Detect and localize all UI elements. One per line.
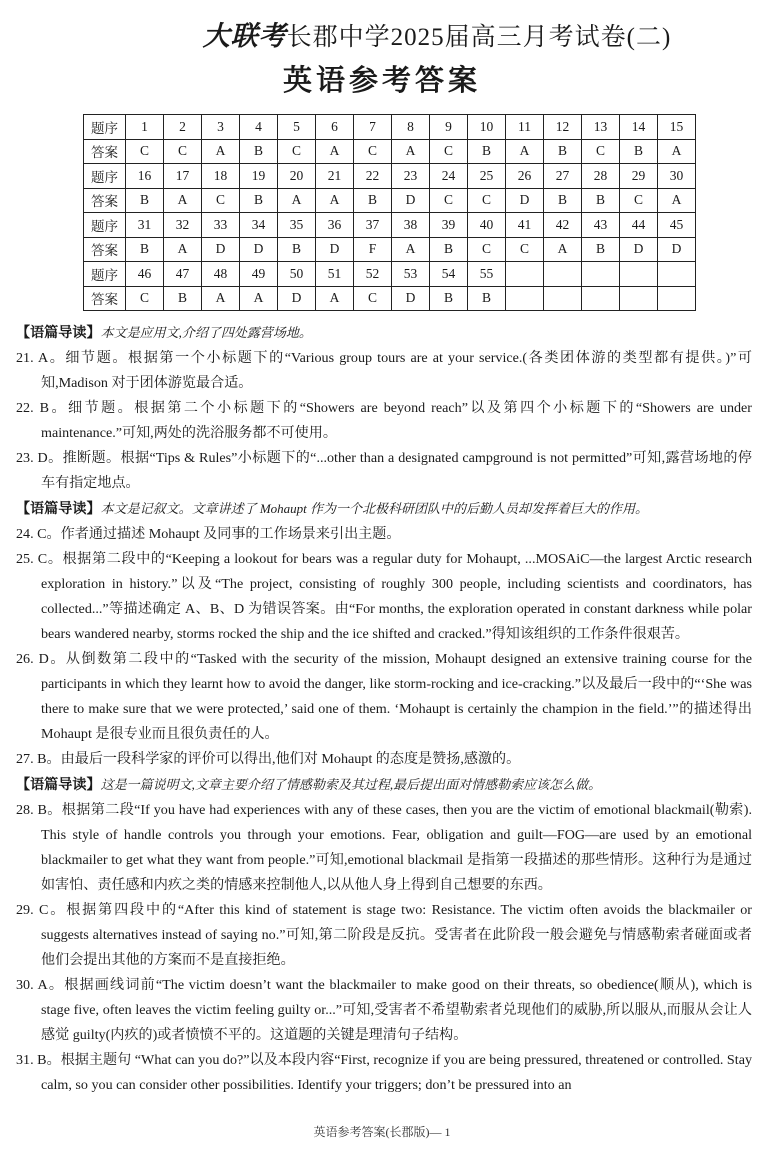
answer-cell: A bbox=[392, 139, 430, 164]
answer-explanation: 31. B。根据主题句 “What can you do?”以及本段内容“First, recognize if you are being pressured, threatened or controlled. Stay calm, so you can consider other possibilities. Identify your triggers; don’t be pressured into an bbox=[16, 1052, 752, 1093]
question-number-cell: 6 bbox=[316, 115, 354, 140]
question-number-cell: 54 bbox=[430, 262, 468, 287]
question-number-cell: 18 bbox=[202, 164, 240, 189]
answer-cell: C bbox=[126, 139, 164, 164]
question-number-cell: 44 bbox=[620, 213, 658, 238]
page-footer: 英语参考答案(长郡版)— 1 bbox=[313, 1125, 451, 1139]
question-number-cell: 1 bbox=[126, 115, 164, 140]
answer-row bbox=[84, 286, 696, 311]
question-number-cell: 36 bbox=[316, 213, 354, 238]
answer-cell: B bbox=[544, 188, 582, 213]
answer-cell: C bbox=[582, 139, 620, 164]
answer-cell: D bbox=[202, 237, 240, 262]
question-number-cell: 35 bbox=[278, 213, 316, 238]
question-number-cell: 12 bbox=[544, 115, 582, 140]
answer-cell: C bbox=[620, 188, 658, 213]
question-number-cell: 2 bbox=[164, 115, 202, 140]
question-number-cell: 23 bbox=[392, 164, 430, 189]
question-label-cell: 题序 bbox=[84, 262, 126, 287]
answer-cell: A bbox=[202, 286, 240, 311]
question-label-cell: 题序 bbox=[84, 213, 126, 238]
answer-cell: B bbox=[468, 286, 506, 311]
question-number-cell: 42 bbox=[544, 213, 582, 238]
answer-cell: C bbox=[126, 286, 164, 311]
question-number-row bbox=[84, 115, 696, 140]
answer-cell: D bbox=[392, 188, 430, 213]
question-number-cell: 48 bbox=[202, 262, 240, 287]
answer-label-cell: 答案 bbox=[84, 286, 126, 311]
question-number-cell: 10 bbox=[468, 115, 506, 140]
answer-cell: C bbox=[430, 139, 468, 164]
question-number-cell: 33 bbox=[202, 213, 240, 238]
answer-explanation: 22. B。细节题。根据第二个小标题下的“Showers are beyond reach”以及第四个小标题下的“Showers are under maintenance.”可知,两处的洗浴服务都不可使用。 bbox=[16, 400, 752, 441]
answer-cell: B bbox=[240, 188, 278, 213]
guide-text: 本文是记叙文。文章讲述了 Mohaupt 作为一个北极科研团队中的后勤人员却发挥着巨大的作用。 bbox=[100, 501, 649, 516]
answer-cell bbox=[506, 286, 544, 311]
answer-cell: C bbox=[354, 286, 392, 311]
question-number-cell: 14 bbox=[620, 115, 658, 140]
answer-cell: A bbox=[164, 237, 202, 262]
answer-cell: A bbox=[240, 286, 278, 311]
question-number-cell: 30 bbox=[658, 164, 696, 189]
question-number-cell: 43 bbox=[582, 213, 620, 238]
answer-cell: C bbox=[468, 237, 506, 262]
answer-cell: B bbox=[126, 188, 164, 213]
brand-logo-text: 大联考 bbox=[202, 21, 287, 51]
question-number-cell: 3 bbox=[202, 115, 240, 140]
page-title bbox=[0, 14, 764, 53]
answer-explanation: 25. C。根据第二段中的“Keeping a lookout for bears was a regular duty for Mohaupt, ...MOSAiC—the largest Arctic research exploration in history.”以及“The project, consisting of roughly 300 people, including scientists and coordinators, has collected...”等描述确定 A、B、D 为错误答案。由“For months, the exploration operated in constant darkness while polar bears wandered nearby, storms rocked the ship and the ice shifted and cracked.”得知该组织的工作条件很艰苦。 bbox=[16, 551, 752, 642]
answer-cell: C bbox=[278, 139, 316, 164]
question-number-cell: 20 bbox=[278, 164, 316, 189]
answer-cell: A bbox=[392, 237, 430, 262]
question-number-row bbox=[84, 213, 696, 238]
question-number-cell: 51 bbox=[316, 262, 354, 287]
question-number-cell: 32 bbox=[164, 213, 202, 238]
question-number-cell: 15 bbox=[658, 115, 696, 140]
answer-cell: B bbox=[126, 237, 164, 262]
question-number-cell: 45 bbox=[658, 213, 696, 238]
answer-cell: A bbox=[316, 188, 354, 213]
question-number-cell: 55 bbox=[468, 262, 506, 287]
passage-guide bbox=[16, 320, 752, 346]
answer-cell: F bbox=[354, 237, 392, 262]
answer-cell: A bbox=[658, 139, 696, 164]
question-number-cell: 29 bbox=[620, 164, 658, 189]
answer-cell bbox=[544, 286, 582, 311]
explanations-body bbox=[16, 320, 752, 1098]
question-number-row bbox=[84, 262, 696, 287]
question-number-cell bbox=[658, 262, 696, 287]
document-subtitle: 英语参考答案 bbox=[282, 63, 481, 97]
question-label-cell: 题序 bbox=[84, 115, 126, 140]
answer-cell: B bbox=[354, 188, 392, 213]
question-number-cell: 16 bbox=[126, 164, 164, 189]
question-number-cell: 11 bbox=[506, 115, 544, 140]
answer-cell: B bbox=[240, 139, 278, 164]
question-number-cell: 8 bbox=[392, 115, 430, 140]
question-number-cell: 50 bbox=[278, 262, 316, 287]
question-number-cell: 53 bbox=[392, 262, 430, 287]
question-number-cell: 40 bbox=[468, 213, 506, 238]
guide-text: 本文是应用文,介绍了四处露营场地。 bbox=[100, 325, 312, 340]
answer-cell: B bbox=[278, 237, 316, 262]
question-number-cell: 7 bbox=[354, 115, 392, 140]
question-number-cell: 25 bbox=[468, 164, 506, 189]
answer-cell: D bbox=[240, 237, 278, 262]
answer-cell: D bbox=[620, 237, 658, 262]
answer-cell bbox=[582, 286, 620, 311]
answer-row bbox=[84, 188, 696, 213]
guide-tag: 【语篇导读】 bbox=[16, 325, 101, 341]
question-number-cell: 46 bbox=[126, 262, 164, 287]
question-number-cell: 27 bbox=[544, 164, 582, 189]
question-number-cell bbox=[582, 262, 620, 287]
question-number-cell: 47 bbox=[164, 262, 202, 287]
question-number-cell: 52 bbox=[354, 262, 392, 287]
answer-cell: D bbox=[316, 237, 354, 262]
question-number-cell: 13 bbox=[582, 115, 620, 140]
question-number-cell: 26 bbox=[506, 164, 544, 189]
question-number-cell: 37 bbox=[354, 213, 392, 238]
answer-cell: B bbox=[582, 237, 620, 262]
answer-explanation: 27. B。由最后一段科学家的评价可以得出,他们对 Mohaupt 的态度是赞扬,感激的。 bbox=[16, 751, 521, 767]
question-number-cell: 24 bbox=[430, 164, 468, 189]
question-number-cell bbox=[506, 262, 544, 287]
answer-cell bbox=[620, 286, 658, 311]
question-number-cell: 4 bbox=[240, 115, 278, 140]
answer-cell: C bbox=[164, 139, 202, 164]
passage-guide bbox=[16, 496, 752, 522]
question-number-cell: 38 bbox=[392, 213, 430, 238]
answer-cell: D bbox=[278, 286, 316, 311]
answer-cell: A bbox=[544, 237, 582, 262]
answer-cell: C bbox=[202, 188, 240, 213]
answer-cell: A bbox=[316, 286, 354, 311]
question-number-cell: 21 bbox=[316, 164, 354, 189]
answer-explanation: 30. A。根据画线词前“The victim doesn’t want the blackmailer to make good on their threats, so obedience(顺从), which is stage five, often leaves the victim feeling guilty or...”可知,受害者不希望勒索者兑现他们的威胁,所以服从,而服从会让人感觉 guilty(内疚的)或者愤愤不平的。这道题的关键是理清句子结构。 bbox=[16, 977, 752, 1043]
answer-cell: D bbox=[506, 188, 544, 213]
answer-explanation: 26. D。从倒数第二段中的“Tasked with the security of the mission, Mohaupt designed an extensive training course for the participants in which they learnt how to avoid the danger, like storm-rocking and ice-cracking.”以及最后一段中的“‘She was there to make sure that we were protected,’ said one of them. ‘Mohaupt is certainly the champion in the field.’”的描述得出 Mohaupt 是很专业而且很负责任的人。 bbox=[16, 651, 752, 742]
question-number-row bbox=[84, 164, 696, 189]
answer-cell: A bbox=[316, 139, 354, 164]
question-label-cell: 题序 bbox=[84, 164, 126, 189]
passage-guide bbox=[16, 772, 752, 798]
answer-cell: C bbox=[354, 139, 392, 164]
question-number-cell: 31 bbox=[126, 213, 164, 238]
guide-tag: 【语篇导读】 bbox=[16, 777, 101, 793]
question-number-cell: 19 bbox=[240, 164, 278, 189]
answer-cell: A bbox=[506, 139, 544, 164]
question-number-cell bbox=[620, 262, 658, 287]
answer-explanation: 21. A。细节题。根据第一个小标题下的“Various group tours are at your service.(各类团体游的类型都有提供。)”可知,Madison 对于团体游览最合适。 bbox=[16, 350, 752, 391]
answer-cell: B bbox=[544, 139, 582, 164]
answer-cell: B bbox=[164, 286, 202, 311]
question-number-cell: 39 bbox=[430, 213, 468, 238]
question-number-cell: 17 bbox=[164, 164, 202, 189]
guide-tag: 【语篇导读】 bbox=[16, 501, 101, 517]
answer-cell: D bbox=[658, 237, 696, 262]
exam-title: 长郡中学2025届高三月考试卷(二) bbox=[286, 24, 672, 51]
guide-text: 这是一篇说明文,文章主要介绍了情感勒索及其过程,最后提出面对情感勒索应该怎么做。 bbox=[100, 777, 602, 792]
answer-explanation: 23. D。推断题。根据“Tips & Rules”小标题下的“...other than a designated campground is not permitted”可知,露营场地的停车有指定地点。 bbox=[16, 450, 752, 491]
question-number-cell: 9 bbox=[430, 115, 468, 140]
question-number-cell: 34 bbox=[240, 213, 278, 238]
answer-key-table bbox=[83, 114, 696, 311]
answer-cell: B bbox=[468, 139, 506, 164]
answer-cell: B bbox=[620, 139, 658, 164]
question-number-cell: 49 bbox=[240, 262, 278, 287]
question-number-cell bbox=[544, 262, 582, 287]
question-number-cell: 41 bbox=[506, 213, 544, 238]
answer-cell: D bbox=[392, 286, 430, 311]
answer-cell: C bbox=[506, 237, 544, 262]
answer-cell bbox=[658, 286, 696, 311]
question-number-cell: 22 bbox=[354, 164, 392, 189]
answer-label-cell: 答案 bbox=[84, 139, 126, 164]
answer-cell: A bbox=[658, 188, 696, 213]
answer-cell: B bbox=[582, 188, 620, 213]
answer-cell: B bbox=[430, 237, 468, 262]
question-number-cell: 28 bbox=[582, 164, 620, 189]
answer-explanation: 28. B。根据第二段“If you have had experiences with any of these cases, then you are the victim of emotional blackmail(勒索). This style of handle controls you through your emotions. Fear, obligation and guilt—FOG—are used by an emotional blackmailer to get what they want from people.”可知,emotional blackmail 是指第一段描述的那些情形。这种行为是通过如害怕、责任感和内疚之类的情感来控制他人,以从他人身上得到自己想要的东西。 bbox=[16, 802, 752, 893]
answer-row bbox=[84, 139, 696, 164]
answer-explanation: 29. C。根据第四段中的“After this kind of statement is stage two: Resistance. The victim often avoids the blackmailer or suggests alternatives instead of saying no.”可知,第二阶段是反抗。受害者在此阶段一般会避免与情感勒索者碰面或者他们会提出其他的方案而不是直接拒绝。 bbox=[16, 902, 752, 968]
answer-label-cell: 答案 bbox=[84, 188, 126, 213]
answer-cell: B bbox=[430, 286, 468, 311]
answer-label-cell: 答案 bbox=[84, 237, 126, 262]
answer-explanation: 24. C。作者通过描述 Mohaupt 及同事的工作场景来引出主题。 bbox=[16, 526, 401, 542]
answer-cell: A bbox=[202, 139, 240, 164]
answer-cell: A bbox=[164, 188, 202, 213]
answer-cell: C bbox=[468, 188, 506, 213]
question-number-cell: 5 bbox=[278, 115, 316, 140]
answer-row bbox=[84, 237, 696, 262]
answer-cell: C bbox=[430, 188, 468, 213]
answer-cell: A bbox=[278, 188, 316, 213]
